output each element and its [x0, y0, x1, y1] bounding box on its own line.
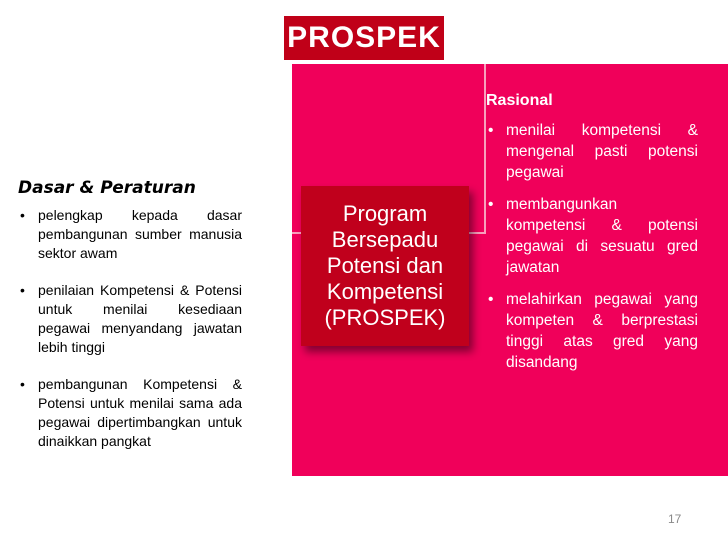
program-box [301, 186, 469, 346]
program-line-4: Kompetensi [326, 279, 444, 304]
rasional-item-text: menilai kompetensi & mengenal pasti potensi pegawai [506, 122, 698, 181]
bullet-icon: • [488, 196, 494, 213]
program-line-1: Program [342, 201, 428, 226]
rasional-item [486, 194, 698, 278]
rasional-item-text: membangunkan kompetensi & potensi pegawai di sesuatu gred jawatan [506, 196, 698, 276]
dasar-heading: Dasar & Peraturan [18, 178, 196, 198]
title-banner [284, 16, 444, 60]
dasar-item [18, 281, 242, 357]
rasional-item [486, 120, 698, 183]
rasional-item-text: melahirkan pegawai yang kompeten & berprestasi tinggi atas gred yang disandang [506, 291, 698, 371]
dasar-item [18, 206, 242, 263]
rasional-heading: Rasional [486, 92, 553, 109]
dasar-item-text: penilaian Kompetensi & Potensi untuk menilai kesediaan pegawai menyandang jawatan lebih tinggi [38, 282, 242, 355]
page-number: 17 [668, 512, 682, 526]
dasar-list [18, 206, 242, 451]
dasar-item-text: pelengkap kepada dasar pembangunan sumber manusia sektor awam [38, 207, 242, 261]
rasional-item [486, 289, 698, 373]
slide-title: PROSPEK [287, 21, 441, 54]
program-line-3: Potensi dan [326, 253, 444, 278]
program-line-5: (PROSPEK) [324, 305, 446, 330]
dasar-item [18, 375, 242, 451]
bullet-icon: • [20, 207, 25, 223]
dasar-section [18, 178, 242, 469]
dasar-item-text: pembangunan Kompetensi & Potensi untuk menilai sama ada pegawai dipertimbangkan untuk dinaikkan pangkat [38, 376, 242, 449]
program-line-2: Bersepadu [331, 227, 439, 252]
rasional-section [486, 92, 698, 384]
bullet-icon: • [488, 122, 494, 139]
bullet-icon: • [20, 282, 25, 298]
rasional-list [486, 120, 698, 373]
bullet-icon: • [488, 291, 494, 308]
bullet-icon: • [20, 376, 25, 392]
